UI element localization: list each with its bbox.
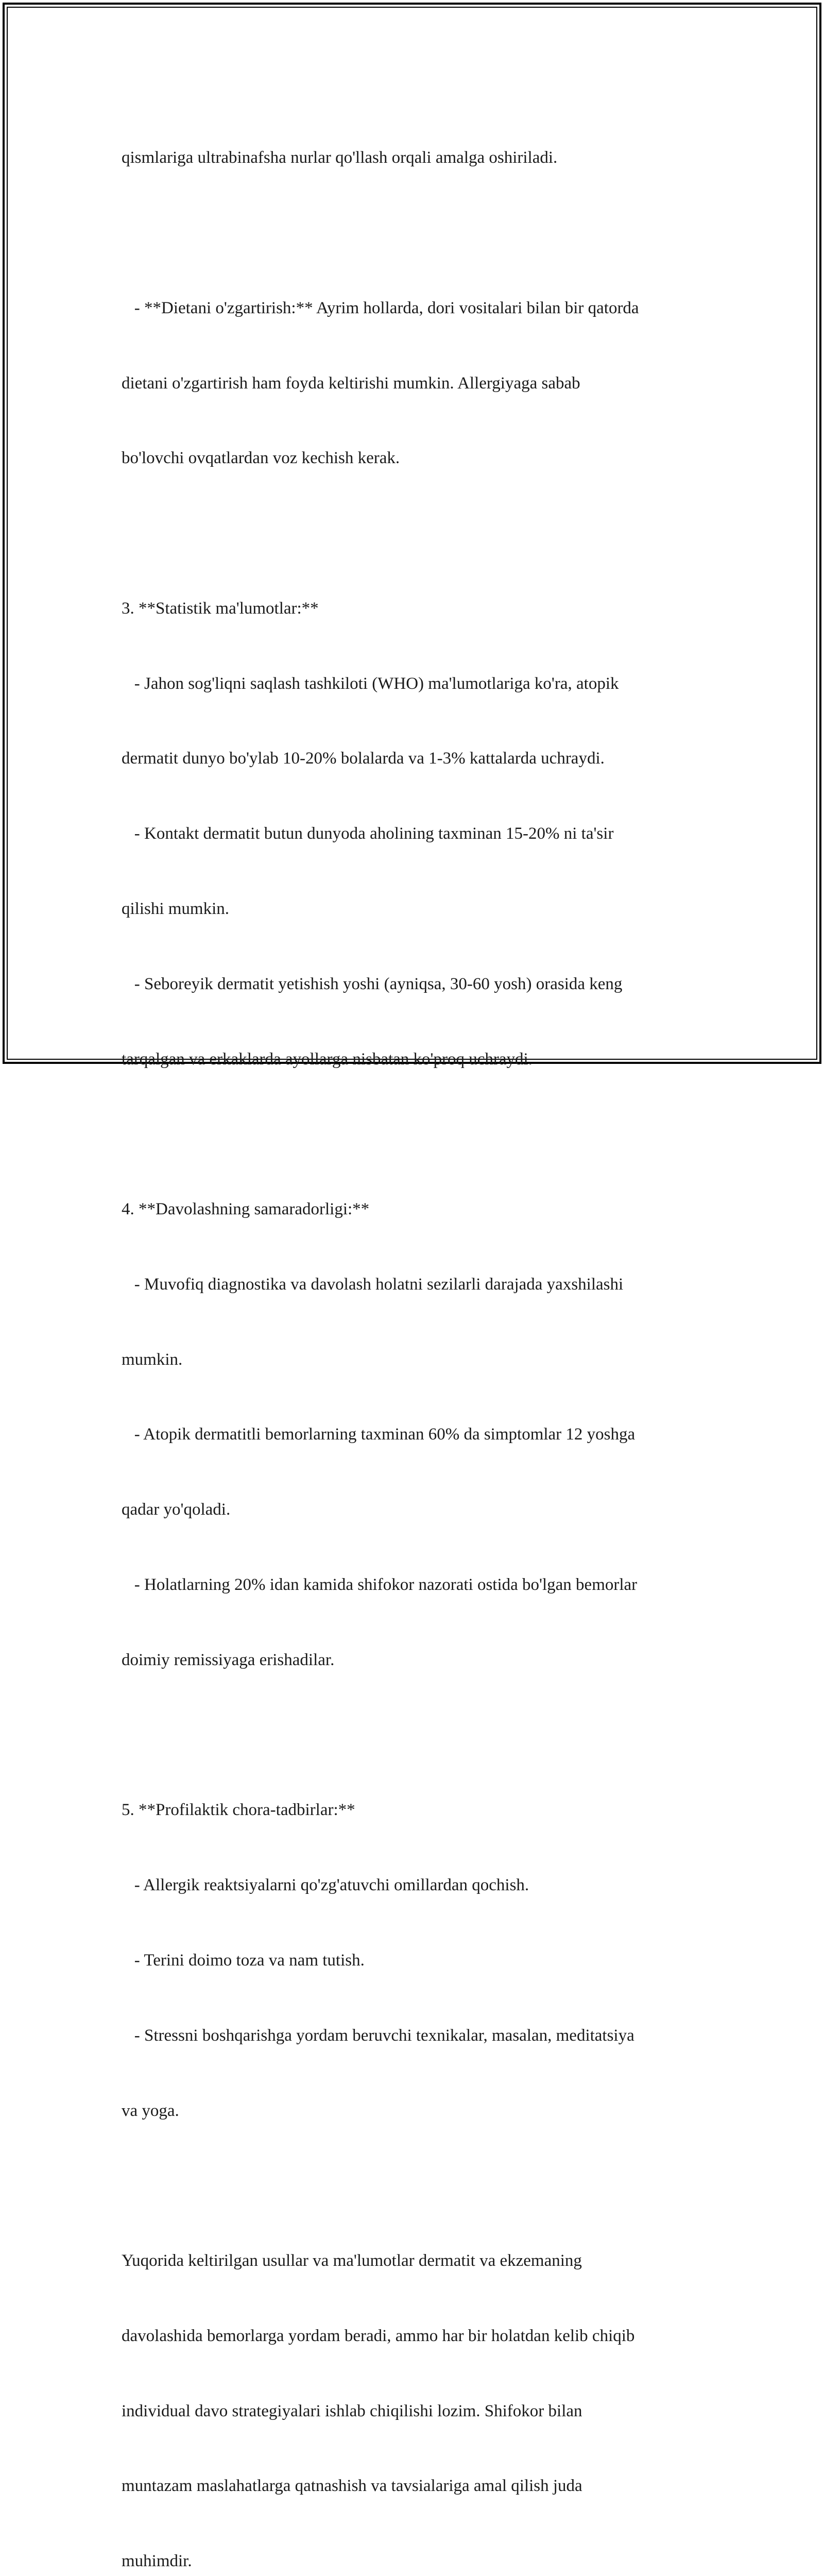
text-line: dermatit dunyo bo'ylab 10-20% bolalarda va 1-3% kattalarda uchraydi. (122, 749, 605, 768)
text-line: va yoga. (122, 2101, 179, 2120)
conclusion-line: Yuqorida keltirilgan usullar va ma'lumotlar dermatit va ekzemaning (122, 2251, 582, 2270)
text-line (122, 521, 740, 546)
text-line: - Allergik reaktsiyalarni qo'zg'atuvchi omillardan qochish. (122, 1876, 529, 1895)
conclusion-line: individual davo strategiyalari ishlab chiqilishi lozim. Shifokor bilan (122, 2401, 582, 2420)
text-line: - **Dietani o'zgartirish:** Ayrim hollarda, dori vositalari bilan bir qatorda (122, 298, 639, 317)
document-body (122, 95, 740, 2576)
section-heading: 4. **Davolashning samaradorligi:** (122, 1200, 370, 1219)
text-line: - Holatlarning 20% idan kamida shifokor nazorati ostida bo'lgan bemorlar (122, 1575, 638, 1595)
text-line: - Seboreyik dermatit yetishish yoshi (ayniqsa, 30-60 yosh) orasida keng (122, 974, 623, 993)
text-line: qismlariga ultrabinafsha nurlar qo'llash orqali amalga oshiriladi. (122, 148, 558, 167)
text-line (122, 1723, 740, 1748)
section-heading: 5. **Profilaktik chora-tadbirlar:** (122, 1801, 355, 1820)
text-line: - Atopik dermatitli bemorlarning taxminan 60% da simptomlar 12 yoshga (122, 1425, 636, 1444)
text-line: dietani o'zgartirish ham foyda keltirishi mumkin. Allergiyaga sabab (122, 374, 580, 393)
text-line (122, 221, 740, 246)
text-line: qadar yo'qoladi. (122, 1500, 231, 1519)
text-line: - Terini doimo toza va nam tutish. (122, 1951, 365, 1970)
text-line: doimiy remissiyaga erishadilar. (122, 1650, 335, 1669)
text-line: tarqalgan va erkaklarda ayollarga nisbatan ko'proq uchraydi. (122, 1049, 533, 1069)
text-line: bo'lovchi ovqatlardan voz kechish kerak. (122, 449, 400, 468)
text-line: qilishi mumkin. (122, 900, 230, 918)
section-heading: 3. **Statistik ma'lumotlar:** (122, 599, 319, 618)
text-line: - Jahon sog'liqni saqlash tashkiloti (WHO) ma'lumotlariga ko'ra, atopik (122, 674, 619, 693)
text-line: mumkin. (122, 1350, 183, 1369)
text-line: - Kontakt dermatit butun dunyoda aholining taxminan 15-20% ni ta'sir (122, 824, 614, 843)
conclusion-line: davolashida bemorlarga yordam beradi, ammo har bir holatdan kelib chiqib (122, 2326, 635, 2345)
text-line: - Muvofiq diagnostika va davolash holatni sezilarli darajada yaxshilashi (122, 1275, 624, 1294)
conclusion-line: muntazam maslahatlarga qatnashish va tavsialariga amal qilish juda (122, 2477, 582, 2496)
conclusion-line: muhimdir. (122, 2552, 192, 2571)
text-line (122, 1122, 740, 1147)
text-line (122, 2173, 740, 2198)
text-line: - Stressni boshqarishga yordam beruvchi texnikalar, masalan, meditatsiya (122, 2026, 634, 2045)
